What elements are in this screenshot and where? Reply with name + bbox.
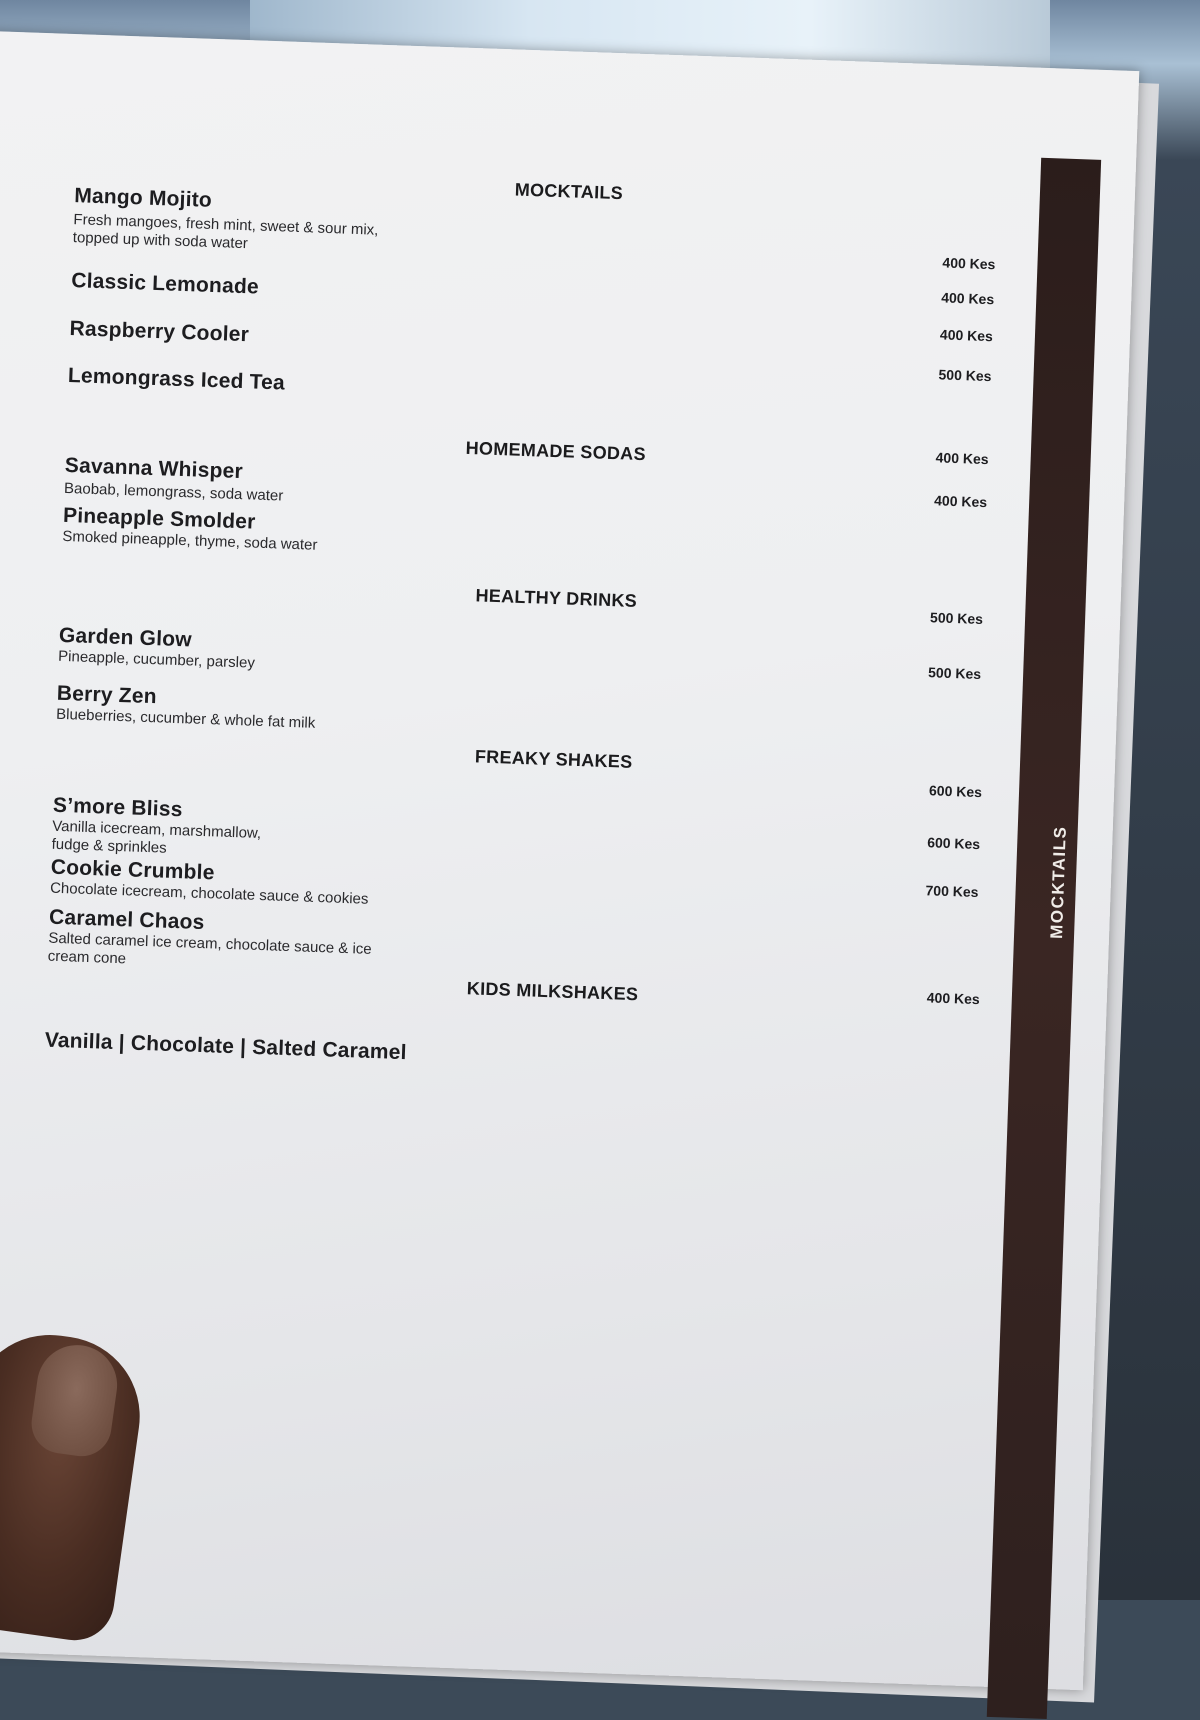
item-name: Vanilla | Chocolate | Salted Caramel	[44, 1028, 408, 1065]
menu-page	[0, 30, 1139, 1690]
item-price: 400 Kes	[942, 254, 996, 273]
item-name: Berry Zen	[56, 681, 158, 709]
item-desc: Fresh mangoes, fresh mint, sweet & sour mix, topped up with soda water	[72, 211, 379, 253]
menu-content	[0, 30, 1139, 1690]
section-heading-mocktails: MOCKTAILS	[514, 179, 624, 204]
item-desc: Chocolate icecream, chocolate sauce & cookies	[49, 879, 369, 908]
item-name: Savanna Whisper	[64, 453, 244, 484]
section-heading-healthy-drinks: HEALTHY DRINKS	[475, 585, 638, 611]
item-price: 500 Kes	[927, 664, 982, 683]
item-price: 400 Kes	[933, 492, 988, 511]
item-name: Mango Mojito	[73, 184, 213, 212]
item-price: 500 Kes	[938, 366, 992, 385]
item-desc: Pineapple, cucumber, parsley	[57, 647, 256, 672]
item-price: 400 Kes	[939, 326, 994, 345]
item-name: S’more Bliss	[52, 793, 183, 822]
side-tab-label: MOCKTAILS	[1046, 825, 1070, 940]
item-name: Garden Glow	[58, 623, 193, 652]
item-name: Lemongrass Iced Tea	[67, 363, 286, 395]
item-desc: Vanilla icecream, marshmallow, fudge & sprinkles	[51, 817, 262, 857]
item-price: 700 Kes	[925, 882, 979, 901]
section-heading-homemade-sodas: HOMEMADE SODAS	[465, 437, 647, 465]
item-desc: Blueberries, cucumber & whole fat milk	[55, 705, 316, 732]
item-price: 400 Kes	[926, 989, 981, 1008]
item-price: 600 Kes	[928, 782, 983, 801]
item-desc: Baobab, lemongrass, soda water	[63, 479, 284, 505]
item-price: 400 Kes	[935, 449, 989, 468]
item-price: 500 Kes	[929, 609, 984, 628]
item-name: Raspberry Cooler	[69, 317, 250, 347]
section-heading-freaky-shakes: FREAKY SHAKES	[474, 746, 633, 772]
item-price: 600 Kes	[926, 834, 981, 853]
item-price: 400 Kes	[940, 289, 995, 308]
item-name: Pineapple Smolder	[62, 503, 256, 534]
item-desc: Smoked pineapple, thyme, soda water	[62, 527, 318, 554]
item-name: Cookie Crumble	[50, 855, 215, 885]
section-heading-kids-milkshakes: KIDS MILKSHAKES	[466, 978, 639, 1005]
item-desc: Salted caramel ice cream, chocolate sauce & ice cream cone	[47, 929, 372, 968]
item-name: Classic Lemonade	[70, 269, 260, 299]
item-name: Caramel Chaos	[48, 905, 205, 935]
